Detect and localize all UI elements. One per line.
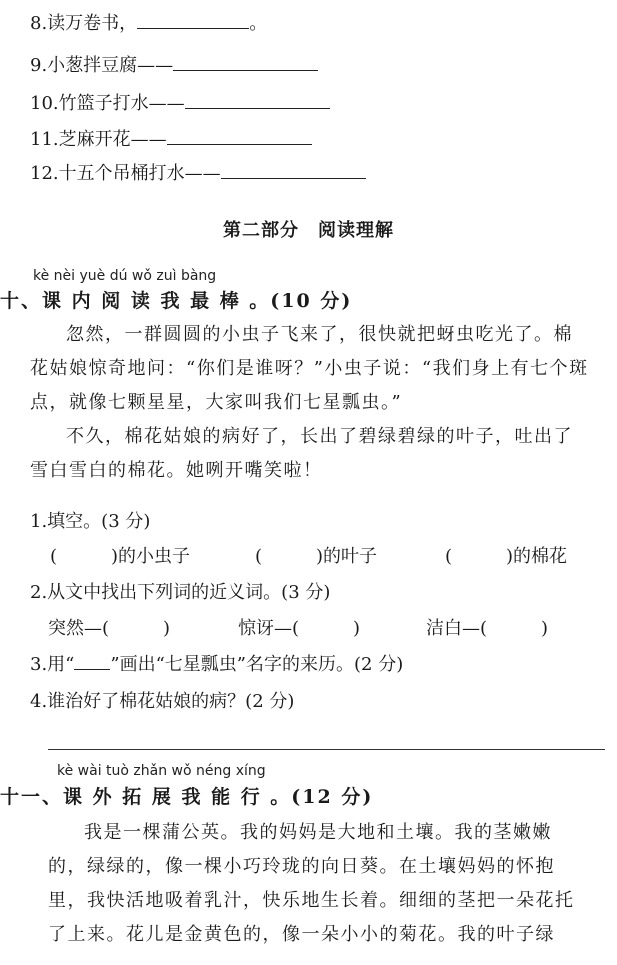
answer-blank[interactable] [173,52,318,71]
answer-line[interactable] [48,749,605,750]
section-pinyin: kè nèi yuè dú wǒ zuì bàng [33,268,217,284]
answer-blank[interactable] [167,126,312,145]
section-title: 十一、课 外 拓 展 我 能 行 。(12 分) [0,786,374,808]
passage-line: 我是一棵蒲公英。我的妈妈是大地和土壤。我的茎嫩嫩 [84,822,552,843]
reading-passage [30,318,608,488]
passage-line: 的，绿绿的，像一棵小巧玲珑的向日葵。在土壤妈妈的怀抱 [48,856,555,877]
underline-sample [74,653,110,670]
q1-blank-cotton[interactable]: ( )的棉花 [445,546,568,567]
question-1: 1.填空。(3 分) [30,511,151,532]
passage-line: 花姑娘惊奇地问：“你们是谁呀？”小虫子说：“我们身上有七个斑 [30,358,589,379]
passage-line: 忽然，一群圆圆的小虫子飞来了，很快就把蚜虫吃光了。棉 [66,324,573,345]
question-2: 2.从文中找出下列词的近义词。(3 分) [30,582,331,603]
question-4: 4.谁治好了棉花姑娘的病？(2 分) [30,691,295,712]
idiom-text: 9.小葱拌豆腐—— [30,55,174,76]
idiom-text: 10.竹篮子打水—— [30,93,185,114]
q2-blank-suddenly[interactable]: 突然—( ) [48,618,171,639]
idiom-item-12 [30,160,366,186]
answer-blank[interactable] [137,10,249,29]
idiom-text: 11.芝麻开花—— [30,129,167,150]
answer-blank[interactable] [185,90,330,109]
answer-blank[interactable] [221,160,366,179]
idiom-item-11 [30,126,312,152]
idiom-suffix: 。 [249,13,268,34]
idiom-item-8 [30,10,267,36]
q2-blank-surprised[interactable]: 惊讶—( ) [238,618,361,639]
q2-answer-row [48,617,608,641]
q1-blank-leaves[interactable]: ( )的叶子 [255,546,378,567]
section-pinyin: kè wài tuò zhǎn wǒ néng xíng [57,763,266,779]
part-title: 第二部分 阅读理解 [223,220,394,241]
passage-line: 里，我快活地吸着乳汁，快乐地生长着。细细的茎把一朵花托 [48,890,575,911]
q2-blank-white[interactable]: 洁白—( ) [426,618,549,639]
passage-line: 不久，棉花姑娘的病好了，长出了碧绿碧绿的叶子，吐出了 [66,426,573,447]
passage-line: 了上来。花儿是金黄色的，像一朵小小的菊花。我的叶子绿 [48,924,555,945]
q3-suffix: ”画出“七星瓢虫”名字的来历。(2 分) [110,654,404,675]
idiom-item-9 [30,52,318,78]
q1-answer-row [50,545,610,569]
idiom-item-10 [30,90,330,116]
extra-passage [48,816,608,952]
q3-prefix: 3.用“ [30,654,75,675]
q1-blank-bugs[interactable]: ( )的小虫子 [50,546,191,567]
passage-line: 点，就像七颗星星，大家叫我们七星瓢虫。” [30,392,403,413]
idiom-text: 8.读万卷书， [30,13,138,34]
question-3 [30,653,403,677]
section-title: 十、课 内 阅 读 我 最 棒 。(10 分) [0,290,353,312]
idiom-text: 12.十五个吊桶打水—— [30,163,221,184]
passage-line: 雪白雪白的棉花。她咧开嘴笑啦！ [30,460,323,481]
